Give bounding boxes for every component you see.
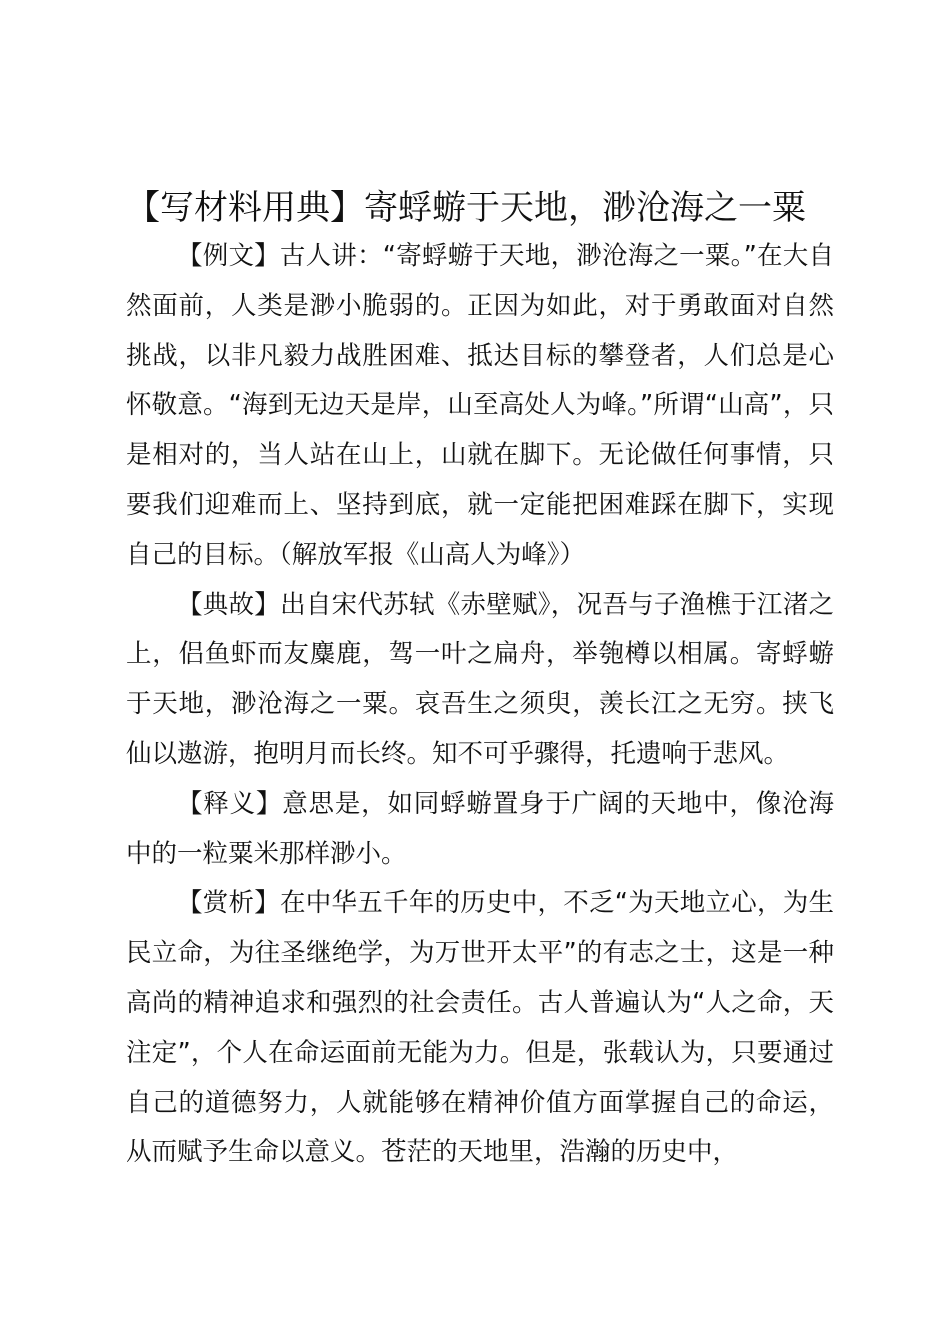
paragraph-allusion <box>126 581 834 780</box>
paragraph-text: 出自宋代苏轼《赤壁赋》，况吾与子渔樵于江渚之上，侣鱼虾而友麋鹿，驾一叶之扁舟，举匏樽以相属。寄蜉蝣于天地，渺沧海之一粟。哀吾生之须臾，羡长江之无穷。挟飞仙以遨游，抱明月而长终。知不可乎骤得，托遗响于悲风。 <box>126 589 834 769</box>
paragraph-tag: 【典故】 <box>177 589 281 620</box>
paragraph-tag: 【例文】 <box>177 241 280 271</box>
paragraph-text: 古人讲：“寄蜉蝣于天地，渺沧海之一粟。”在大自然面前，人类是渺小脆弱的。正因为如此，对于勇敢面对自然挑战，以非凡毅力战胜困难、抵达目标的攀登者，人们总是心怀敬意。“海到无边天是岸，山至高处人为峰。”所谓“山高”，只是相对的，当人站在山上，山就在脚下。无论做任何事情，只要我们迎难而上、坚持到底，就一定能把困难踩在脚下，实现自己的目标。（解放军报《山高人为峰》） <box>126 241 834 570</box>
paragraph-tag: 【赏析】 <box>177 888 281 919</box>
document-title: 【写材料用典】寄蜉蝣于天地，渺沧海之一粟 <box>126 188 806 228</box>
paragraph-tag: 【释义】 <box>177 788 283 819</box>
paragraph-example <box>126 232 834 581</box>
paragraph-meaning <box>126 780 834 880</box>
document-body <box>126 232 834 1178</box>
paragraph-text: 意思是，如同蜉蝣置身于广阔的天地中，像沧海中的一粒粟米那样渺小。 <box>126 788 834 869</box>
paragraph-appreciation <box>126 879 834 1178</box>
paragraph-text: 在中华五千年的历史中，不乏“为天地立心，为生民立命，为往圣继绝学，为万世开太平”的有志之士，这是一种高尚的精神追求和强烈的社会责任。古人普遍认为“人之命，天注定”，个人在命运面前无能为力。但是，张载认为，只要通过自己的道德努力，人就能够在精神价值方面掌握自己的命运，从而赋予生命以意义。苍茫的天地里，浩瀚的历史中， <box>126 888 834 1168</box>
